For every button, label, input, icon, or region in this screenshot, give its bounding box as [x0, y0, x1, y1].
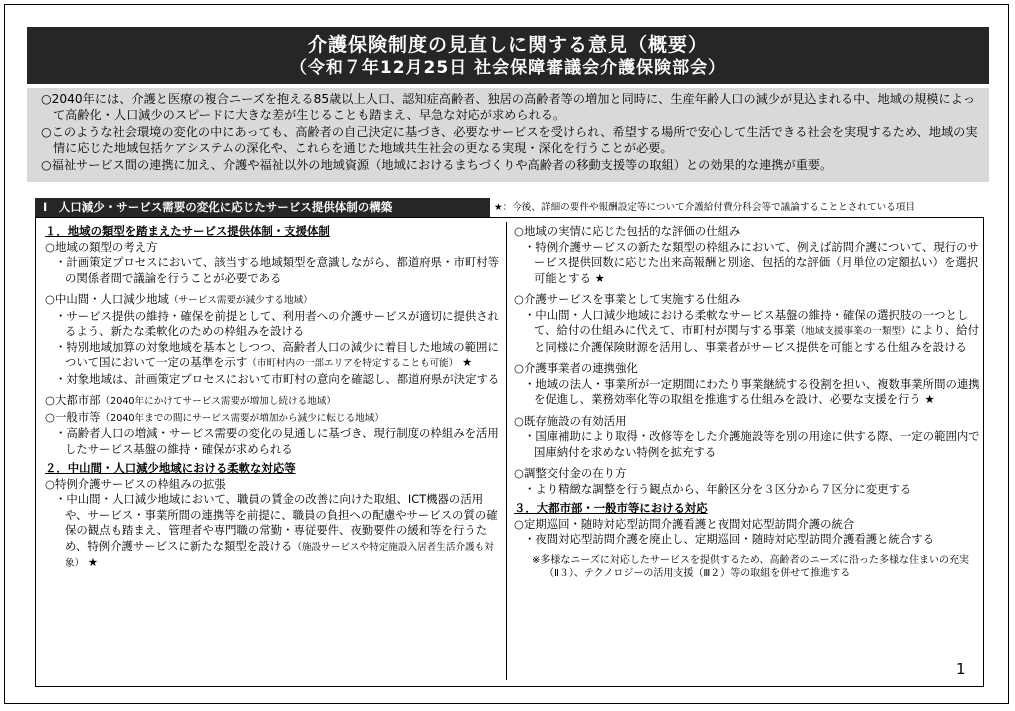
intro-paragraph: ○福祉サービス間の連携に加え、介護や福祉以外の地域資源（地域におけるまちづくりや高齢者の移動支援等の取組）との効果的な連携が重要。 [41, 158, 833, 173]
item-heading: ○大都市部（2040年にかけてサービス需要が増加し続ける地域） [45, 393, 336, 407]
heading-2: ２．中山間・人口減少地域における柔軟な対応等 [45, 461, 296, 475]
left-column [45, 224, 503, 572]
item-heading: ○調整交付金の在り方 [514, 466, 627, 480]
item-heading: ○定期巡回・随時対応型訪問介護看護と夜間対応型訪問介護の統合 [514, 516, 855, 531]
bullet-text: ・特別地域加算の対象地域を基本としつつ、高齢者人口の減少に着目した地域の範囲について国において一定の基準を示す（市町村内の一部エリアを特定することも可能） ★ [55, 339, 499, 369]
bullet-text: ・特例介護サービスの新たな類型の枠組みにおいて、例えば訪問介護について、現行のサービス提供回数に応じた出来高報酬と別途、包括的な評価（月単位の定額払い）を選択可能とする ★ [524, 239, 979, 285]
intro-box [27, 88, 989, 182]
bullet-text: ・地域の法人・事業所が一定期間にわたり事業継続する役割を担い、複数事業所間の連携を促進し、業務効率化等の取組を推進する仕組みを設け、必要な支援を行う ★ [524, 376, 980, 406]
item-heading: ○一般市等（2040年までの間にサービス需要が増加から減少に転じる地域） [45, 409, 384, 424]
item-heading: ○特例介護サービスの枠組みの拡張 [45, 476, 226, 491]
footnote: ※多様なニーズに対応したサービスを提供するため、高齢者のニーズに沿った多様な住まいの充実（Ⅱ３）、テクノロジーの活用支援（Ⅲ２）等の取組を併せて推進する [532, 554, 969, 579]
heading-3: ３．大都市部・一般市等における対応 [514, 501, 708, 515]
star-note: ★：今後、詳細の要件や報酬設定等について介護給付費分科会等で議論することとされている項目 [494, 202, 915, 213]
item-heading: ○中山間・人口減少地域（サービス需要が減少する地域） [45, 292, 313, 306]
bullet-text: ・中山間・人口減少地域において、職員の賃金の改善に向けた取組、ICT機器の活用や、サービス・事業所間の連携等を前提に、職員の負担への配慮やサービスの質の確保の観点も踏まえ、管理者や専門職の常勤・専従要件、夜勤要件の緩和等を行うため、特例介護サービスに新たな類型を設ける（施設サービスや特定施設入居者生活介護も対象） ★ [55, 492, 498, 569]
bullet-text: ・高齢者人口の増減・サービス需要の変化の見通しに基づき、現行制度の枠組みを活用したサービス基盤の維持・確保が求められる [55, 426, 499, 456]
bullet-text: ・より精緻な調整を行う観点から、年齢区分を３区分から７区分に変更する [524, 481, 912, 496]
bullet-text: ・夜間対応型訪問介護を廃止し、定期巡回・随時対応型訪問介護看護と統合する [524, 532, 935, 546]
column-divider [506, 222, 507, 680]
section-header: Ⅰ 人口減少・サービス需要の変化に応じたサービス提供体制の構築 [35, 198, 490, 217]
bullet-text: ・サービス提供の維持・確保を前提として、利用者への介護サービスが適切に提供されるよう、新たな柔軟化のための枠組みを設ける [55, 308, 500, 338]
title-banner [27, 27, 989, 84]
right-column [514, 224, 980, 581]
intro-paragraph: ○2040年には、介護と医療の複合ニーズを抱える85歳以上人口、認知症高齢者、独居の高齢者等の増加と同時に、生産年齢人口の減少が見込まれる中、地域の規模によって高齢化・人口減少のスピードに大きな差が生じることも踏まえ、早急な対応が求められる。 [41, 92, 976, 122]
page-subtitle: （令和７年12月25日 社会保障審議会介護保険部会） [289, 58, 727, 78]
bullet-text: ・対象地域は、計画策定プロセスにおいて市町村の意向を確認し、都道府県が決定する [55, 371, 500, 386]
item-heading: ○既存施設の有効活用 [514, 413, 627, 428]
item-heading: ○介護サービスを事業として実施する仕組み [514, 292, 741, 306]
bullet-text: ・国庫補助により取得・改修等をした介護施設等を別の用途に供する際、一定の範囲内で国庫納付を求めない特例を拡充する [524, 429, 980, 459]
bullet-text: ・計画策定プロセスにおいて、該当する地域類型を意識しながら、都道府県・市町村等の関係者間で議論を行うことが必要である [55, 255, 500, 285]
page-number: 1 [956, 660, 966, 678]
item-heading: ○地域の類型の考え方 [45, 239, 158, 254]
item-heading: ○介護事業者の連携強化 [514, 361, 638, 375]
item-heading: ○地域の実情に応じた包括的な評価の仕組み [514, 224, 741, 238]
heading-1: １．地域の類型を踏まえたサービス提供体制・支援体制 [45, 224, 330, 238]
bullet-text: ・中山間・人口減少地域における柔軟なサービス基盤の維持・確保の選択肢の一つとして、給付の仕組みに代えて、市町村が関与する事業（地域支援事業の一類型）により、給付と同様に介護保険財源を活用し、事業者がサービス提供を可能とする仕組みを設ける [524, 307, 980, 354]
page-title: 介護保険制度の見直しに関する意見（概要） [307, 34, 708, 56]
intro-paragraph: ○このような社会環境の変化の中にあっても、高齢者の自己決定に基づき、必要なサービスを受けられ、希望する場所で安心して生活できる社会を実現するため、地域の実情に応じた地域包括ケアシステムの深化や、これらを通じた地域共生社会の更なる実現・深化を行うことが必要。 [41, 125, 978, 155]
